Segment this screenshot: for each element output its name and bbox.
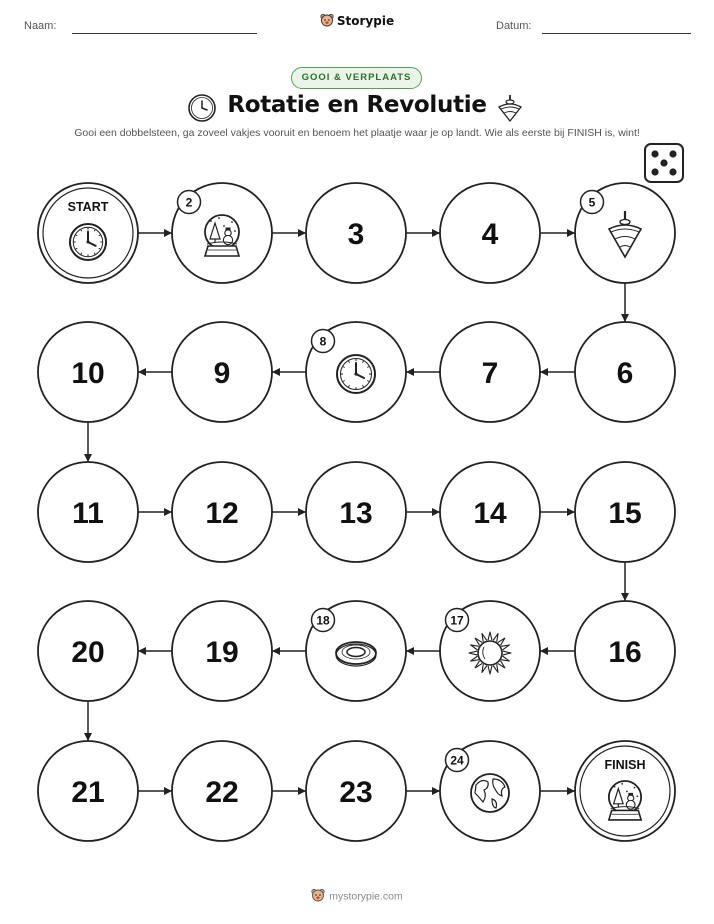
cell-number: 17 <box>450 613 464 628</box>
board-cell-22 <box>172 741 272 841</box>
board-cell-4 <box>440 183 540 283</box>
cell-number: 3 <box>347 218 365 251</box>
path-arrow <box>272 787 306 795</box>
cell-number: 8 <box>319 334 327 349</box>
board-cell-9 <box>172 322 272 422</box>
path-arrow <box>540 368 575 376</box>
path-arrow <box>138 229 172 237</box>
path-arrow <box>406 229 440 237</box>
sun-icon <box>469 632 511 674</box>
snow-globe-icon <box>205 215 239 256</box>
footer <box>0 888 714 905</box>
board-cell-6 <box>575 322 675 422</box>
cell-number: 13 <box>339 497 373 530</box>
board-cell-24 <box>440 741 540 841</box>
path-arrow <box>406 647 440 655</box>
board-cell-5 <box>575 183 675 283</box>
footer-url: mystorypie.com <box>329 890 403 903</box>
finish-label: FINISH <box>604 758 646 772</box>
clock-icon <box>70 224 106 260</box>
path-arrow <box>272 508 306 516</box>
board-cell-19 <box>172 601 272 701</box>
start-label: START <box>67 200 109 214</box>
board-cell-13 <box>306 462 406 562</box>
cell-number: 14 <box>473 497 507 530</box>
path-arrow <box>406 508 440 516</box>
board-cell-21 <box>38 741 138 841</box>
board-cell-23 <box>306 741 406 841</box>
board-cell-14 <box>440 462 540 562</box>
path-arrow <box>138 647 172 655</box>
board-cell-2 <box>172 183 272 283</box>
board-cell-7 <box>440 322 540 422</box>
board-cell-18 <box>306 601 406 701</box>
snow-globe-icon <box>609 781 641 820</box>
cell-number: 16 <box>608 636 642 669</box>
board-cell-16 <box>575 601 675 701</box>
board-cell-20 <box>38 601 138 701</box>
instructions: Gooi een dobbelsteen, ga zoveel vakjes vooruit en benoem het plaatje waar je op landt. Wie als eerste bij FINISH is, wint! <box>74 127 640 139</box>
path-arrow <box>84 422 92 462</box>
activity-badge: GOOI & VERPLAATS <box>291 67 422 89</box>
path-arrow <box>84 701 92 741</box>
path-arrow <box>540 647 575 655</box>
brand-name: Storypie <box>336 14 395 28</box>
board-cell-8 <box>306 322 406 422</box>
path-arrow <box>272 229 306 237</box>
cell-number: 11 <box>72 497 104 530</box>
cell-number: 24 <box>450 753 464 768</box>
path-arrow <box>272 647 306 655</box>
clock-icon <box>337 355 375 393</box>
path-arrow <box>621 562 629 601</box>
cell-number: 15 <box>608 497 642 530</box>
board-cell-1 <box>38 183 138 283</box>
cell-number: 9 <box>213 357 231 390</box>
cell-number: 20 <box>71 636 105 669</box>
path-arrow <box>406 787 440 795</box>
page-title: Rotatie en Revolutie <box>227 92 487 118</box>
earth-globe-icon <box>471 774 509 812</box>
path-arrow <box>540 229 575 237</box>
path-arrow <box>138 368 172 376</box>
board-cell-17 <box>440 601 540 701</box>
cell-number: 21 <box>71 776 105 809</box>
board-cell-12 <box>172 462 272 562</box>
cell-number: 4 <box>481 218 499 251</box>
board-cell-25 <box>575 741 675 841</box>
cell-number: 23 <box>339 776 373 809</box>
board-cell-15 <box>575 462 675 562</box>
cell-number: 2 <box>185 195 193 210</box>
path-arrow <box>138 508 172 516</box>
path-arrow <box>621 283 629 322</box>
board-cell-3 <box>306 183 406 283</box>
bear-logo-icon <box>311 888 325 905</box>
cell-number: 7 <box>481 357 499 390</box>
cell-number: 22 <box>205 776 239 809</box>
path-arrow <box>540 787 575 795</box>
board-cell-10 <box>38 322 138 422</box>
swim-ring-icon <box>336 642 376 666</box>
path-arrow <box>540 508 575 516</box>
path-arrow <box>406 368 440 376</box>
board-cell-11 <box>38 462 138 562</box>
date-label: Datum: <box>496 20 532 32</box>
cell-number: 5 <box>588 195 596 210</box>
name-label: Naam: <box>24 20 57 32</box>
cell-number: 19 <box>205 636 239 669</box>
path-arrow <box>272 368 306 376</box>
cell-number: 10 <box>71 357 105 390</box>
path-arrow <box>138 787 172 795</box>
cell-number: 12 <box>205 497 239 530</box>
cell-number: 6 <box>616 357 634 390</box>
cell-number: 18 <box>316 613 330 628</box>
